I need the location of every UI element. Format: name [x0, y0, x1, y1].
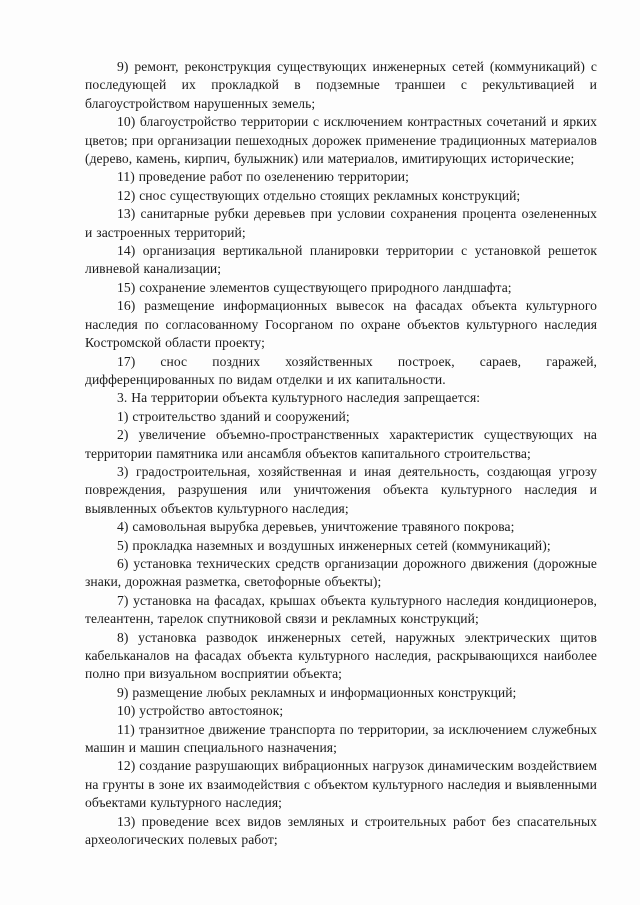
paragraph-prohibited-3: 3) градостроительная, хозяйственная и иная деятельность, создающая угрозу повреждения, разрушения или уничтожения объекта культурного наследия и выявленных объектов культурного наследия;: [85, 463, 597, 516]
paragraph-prohibited-5: 5) прокладка наземных и воздушных инженерных сетей (коммуникаций);: [117, 537, 551, 553]
paragraph-prohibited-12: 12) создание разрушающих вибрационных нагрузок динамическим воздействием на грунты в зоне их взаимодействия с объектом культурного наследия и выявленными объектами культурного наследия;: [85, 758, 597, 811]
section-heading-prohibited: 3. На территории объекта культурного наследия запрещается:: [117, 390, 481, 406]
paragraph-permitted-13: 13) санитарные рубки деревьев при условии сохранения процента озелененных и застроенных территорий;: [85, 206, 597, 240]
paragraph-permitted-16: 16) размещение информационных вывесок на фасадах объекта культурного наследия по согласованному Госорганом по охране объектов культурного наследия Костромской области проекту;: [85, 298, 597, 351]
paragraph-permitted-12: 12) снос существующих отдельно стоящих рекламных конструкций;: [117, 187, 521, 203]
paragraph-prohibited-13: 13) проведение всех видов земляных и строительных работ без спасательных археологических полевых работ;: [85, 813, 597, 848]
paragraph-prohibited-1: 1) строительство зданий и сооружений;: [117, 408, 350, 424]
paragraph-permitted-14: 14) организация вертикальной планировки территории с установкой решеток ливневой канализации;: [85, 243, 597, 277]
paragraph-prohibited-7: 7) установка на фасадах, крышах объекта культурного наследия кондиционеров, телеантенн, тарелок спутниковой связи и рекламных конструкций;: [85, 592, 597, 627]
paragraph-prohibited-10: 10) устройство автостоянок;: [117, 703, 284, 719]
document-body: [85, 58, 597, 849]
paragraph-permitted-15: 15) сохранение элементов существующего природного ландшафта;: [117, 279, 512, 295]
paragraph-prohibited-4: 4) самовольная вырубка деревьев, уничтожение травяного покрова;: [117, 519, 515, 535]
paragraph-prohibited-11: 11) транзитное движение транспорта по территории, за исключением служебных машин и машин специального назначения;: [85, 721, 597, 756]
paragraph-prohibited-9: 9) размещение любых рекламных и информационных конструкций;: [117, 684, 517, 700]
paragraph-permitted-10: 10) благоустройство территории с исключением контрастных сочетаний и ярких цветов; при организации пешеходных дорожек применение традиционных материалов (дерево, камень, кирпич, булыжник) или материалов, имитирующих исторические;: [85, 114, 597, 167]
paragraph-prohibited-8: 8) установка разводок инженерных сетей, наружных электрических щитов кабельканалов на фасадах объекта культурного наследия, раскрывающихся наиболее полно при визуальном восприятии объекта;: [85, 629, 597, 682]
paragraph-permitted-11: 11) проведение работ по озеленению территории;: [117, 169, 409, 185]
paragraph-permitted-9: 9) ремонт, реконструкция существующих инженерных сетей (коммуникаций) с последующей их прокладкой в подземные траншеи с рекультивацией и благоустройством нарушенных земель;: [85, 59, 597, 111]
paragraph-prohibited-6: 6) установка технических средств организации дорожного движения (дорожные знаки, дорожная разметка, светофорные объекты);: [85, 555, 597, 590]
paragraph-prohibited-2: 2) увеличение объемно-пространственных характеристик существующих на территории памятника или ансамбля объектов капитального строительства;: [85, 427, 597, 461]
paragraph-permitted-17: 17) снос поздних хозяйственных построек, сараев, гаражей, дифференцированных по видам отделки и их капитальности.: [85, 353, 597, 387]
